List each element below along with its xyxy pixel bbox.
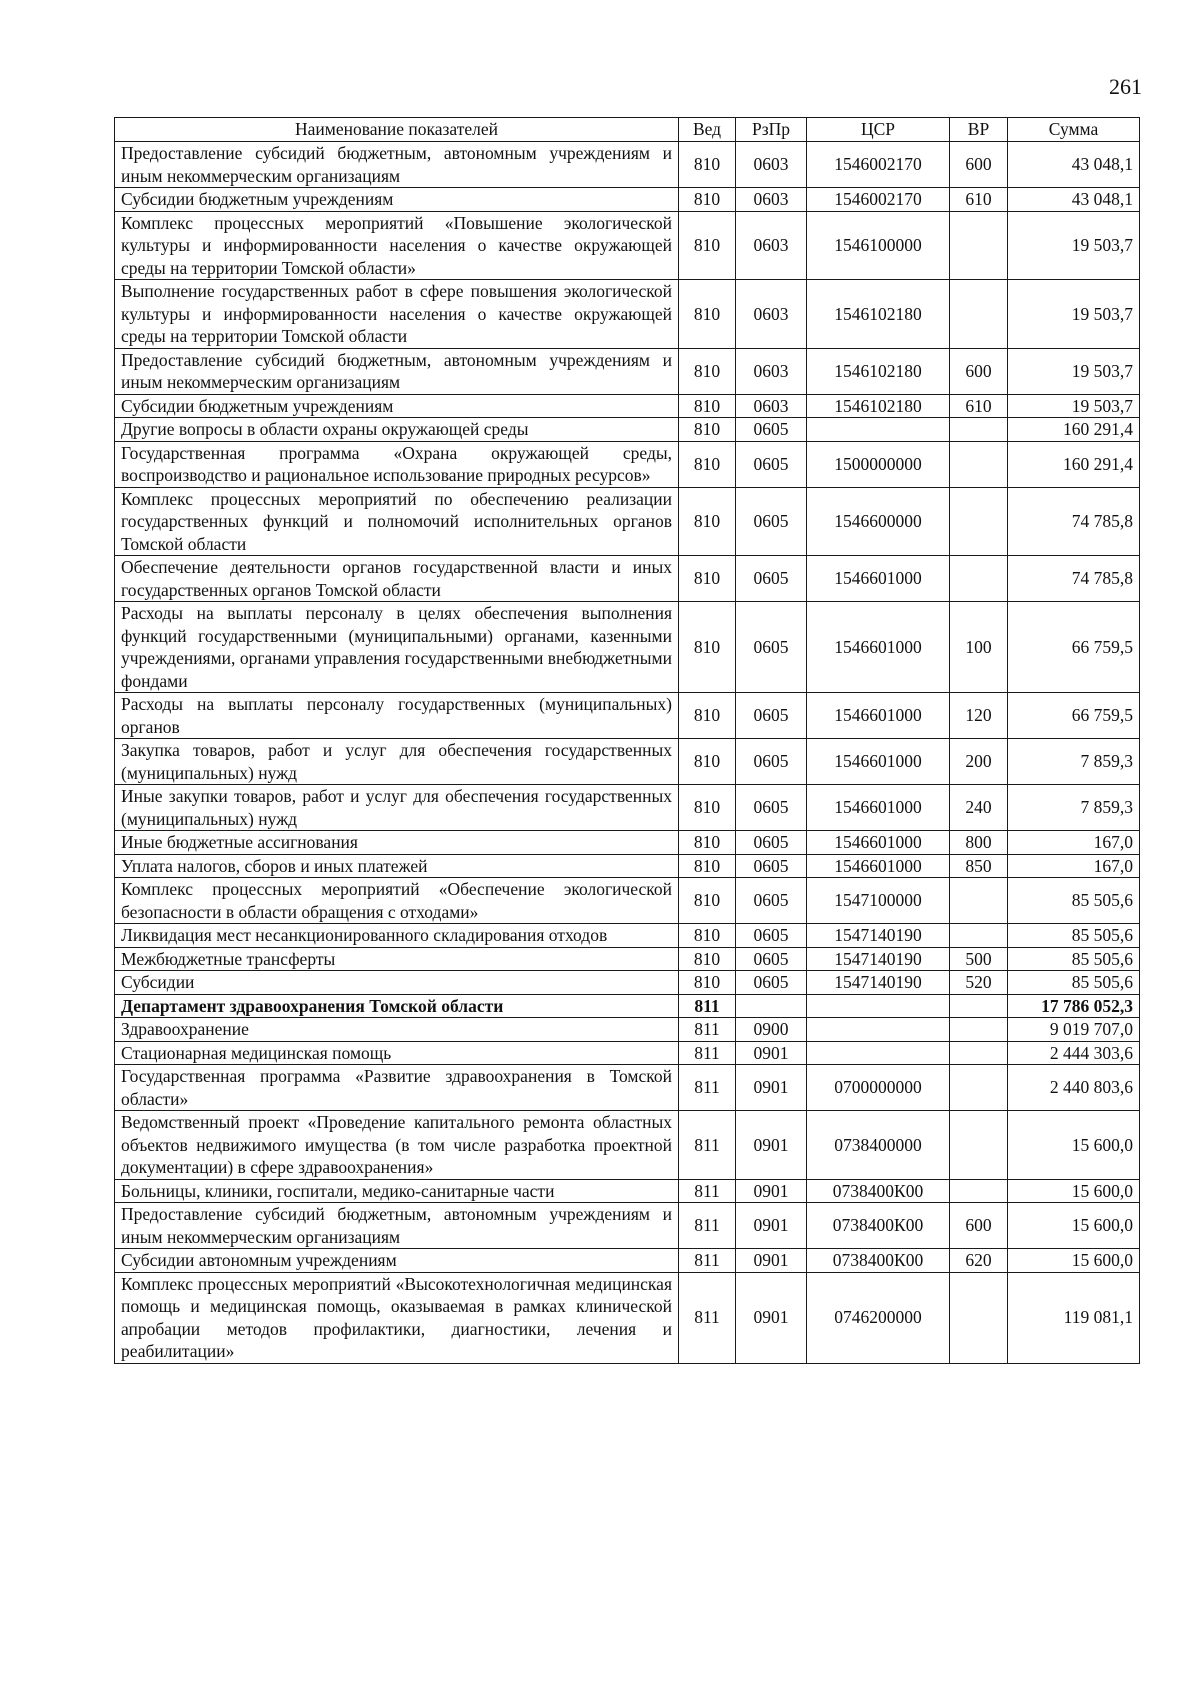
cell-name: Другие вопросы в области охраны окружающей среды [115, 418, 679, 442]
cell-csr: 1546601000 [807, 739, 950, 785]
cell-csr: 1546102180 [807, 394, 950, 418]
cell-sum: 85 505,6 [1008, 924, 1140, 948]
cell-sum: 15 600,0 [1008, 1249, 1140, 1273]
table-row [115, 188, 1140, 212]
cell-ved: 811 [679, 1249, 736, 1273]
cell-name: Субсидии бюджетным учреждениям [115, 188, 679, 212]
cell-name: Предоставление субсидий бюджетным, автономным учреждениям и иным некоммерческим организациям [115, 142, 679, 188]
table-row [115, 142, 1140, 188]
header-ved: Вед [679, 118, 736, 142]
cell-rzpr: 0901 [736, 1203, 807, 1249]
cell-ved: 810 [679, 739, 736, 785]
table-row [115, 739, 1140, 785]
cell-name: Иные закупки товаров, работ и услуг для обеспечения государственных (муниципальных) нужд [115, 785, 679, 831]
cell-rzpr: 0605 [736, 947, 807, 971]
cell-rzpr: 0603 [736, 280, 807, 349]
cell-sum: 17 786 052,3 [1008, 994, 1140, 1018]
cell-name: Межбюджетные трансферты [115, 947, 679, 971]
table-row [115, 785, 1140, 831]
cell-vr [950, 878, 1008, 924]
cell-csr: 0738400К00 [807, 1249, 950, 1273]
cell-name: Предоставление субсидий бюджетным, автономным учреждениям и иным некоммерческим организациям [115, 1203, 679, 1249]
cell-rzpr: 0605 [736, 854, 807, 878]
cell-csr: 1546601000 [807, 602, 950, 693]
cell-sum: 66 759,5 [1008, 693, 1140, 739]
cell-vr: 500 [950, 947, 1008, 971]
cell-csr: 1546002170 [807, 142, 950, 188]
cell-rzpr: 0605 [736, 693, 807, 739]
cell-rzpr: 0605 [736, 441, 807, 487]
cell-ved: 810 [679, 142, 736, 188]
cell-sum: 2 440 803,6 [1008, 1065, 1140, 1111]
cell-ved: 811 [679, 1111, 736, 1180]
cell-vr: 240 [950, 785, 1008, 831]
cell-sum: 74 785,8 [1008, 487, 1140, 556]
cell-sum: 19 503,7 [1008, 394, 1140, 418]
cell-sum: 2 444 303,6 [1008, 1041, 1140, 1065]
cell-vr: 100 [950, 602, 1008, 693]
cell-name: Обеспечение деятельности органов государственной власти и иных государственных органов Томской области [115, 556, 679, 602]
cell-sum: 43 048,1 [1008, 188, 1140, 212]
cell-name: Уплата налогов, сборов и иных платежей [115, 854, 679, 878]
cell-rzpr [736, 994, 807, 1018]
cell-vr: 600 [950, 348, 1008, 394]
cell-ved: 810 [679, 211, 736, 280]
cell-csr: 0738400000 [807, 1111, 950, 1180]
cell-vr: 620 [950, 1249, 1008, 1273]
cell-name: Здравоохранение [115, 1018, 679, 1042]
page-number: 261 [1109, 74, 1142, 99]
cell-ved: 810 [679, 556, 736, 602]
cell-sum: 43 048,1 [1008, 142, 1140, 188]
table-row [115, 878, 1140, 924]
cell-vr: 610 [950, 188, 1008, 212]
cell-vr [950, 924, 1008, 948]
cell-ved: 810 [679, 602, 736, 693]
cell-rzpr: 0605 [736, 924, 807, 948]
cell-csr: 1546102180 [807, 280, 950, 349]
table-row [115, 994, 1140, 1018]
cell-vr [950, 994, 1008, 1018]
cell-vr [950, 1272, 1008, 1363]
table-row [115, 1203, 1140, 1249]
cell-sum: 15 600,0 [1008, 1203, 1140, 1249]
cell-name: Закупка товаров, работ и услуг для обеспечения государственных (муниципальных) нужд [115, 739, 679, 785]
cell-sum: 85 505,6 [1008, 878, 1140, 924]
cell-csr: 1546100000 [807, 211, 950, 280]
cell-csr [807, 1041, 950, 1065]
cell-ved: 810 [679, 831, 736, 855]
cell-name: Субсидии автономным учреждениям [115, 1249, 679, 1273]
table-row [115, 1018, 1140, 1042]
cell-vr [950, 1065, 1008, 1111]
cell-vr: 610 [950, 394, 1008, 418]
cell-rzpr: 0901 [736, 1249, 807, 1273]
cell-rzpr: 0603 [736, 348, 807, 394]
cell-csr: 0738400К00 [807, 1179, 950, 1203]
cell-ved: 810 [679, 418, 736, 442]
cell-ved: 811 [679, 1203, 736, 1249]
cell-name: Иные бюджетные ассигнования [115, 831, 679, 855]
cell-rzpr: 0605 [736, 418, 807, 442]
cell-ved: 810 [679, 924, 736, 948]
cell-sum: 160 291,4 [1008, 418, 1140, 442]
cell-rzpr: 0901 [736, 1272, 807, 1363]
cell-vr: 600 [950, 1203, 1008, 1249]
cell-sum: 119 081,1 [1008, 1272, 1140, 1363]
cell-rzpr: 0605 [736, 487, 807, 556]
table-row [115, 441, 1140, 487]
cell-name: Комплекс процессных мероприятий «Обеспечение экологической безопасности в области обращения с отходами» [115, 878, 679, 924]
table-row [115, 556, 1140, 602]
cell-rzpr: 0901 [736, 1179, 807, 1203]
cell-rzpr: 0605 [736, 831, 807, 855]
header-vr: ВР [950, 118, 1008, 142]
cell-name: Стационарная медицинская помощь [115, 1041, 679, 1065]
cell-csr: 0746200000 [807, 1272, 950, 1363]
cell-vr: 800 [950, 831, 1008, 855]
cell-ved: 810 [679, 487, 736, 556]
cell-name: Расходы на выплаты персоналу государственных (муниципальных) органов [115, 693, 679, 739]
cell-csr: 1500000000 [807, 441, 950, 487]
table-row [115, 418, 1140, 442]
table-row [115, 947, 1140, 971]
header-sum: Сумма [1008, 118, 1140, 142]
table-row [115, 1179, 1140, 1203]
cell-csr: 1547140190 [807, 971, 950, 995]
cell-csr: 1546102180 [807, 348, 950, 394]
cell-sum: 7 859,3 [1008, 739, 1140, 785]
cell-vr [950, 1018, 1008, 1042]
cell-ved: 811 [679, 1272, 736, 1363]
cell-name: Предоставление субсидий бюджетным, автономным учреждениям и иным некоммерческим организациям [115, 348, 679, 394]
table-row [115, 348, 1140, 394]
cell-rzpr: 0603 [736, 211, 807, 280]
cell-csr: 1546601000 [807, 693, 950, 739]
cell-rzpr: 0605 [736, 556, 807, 602]
cell-name: Комплекс процессных мероприятий «Повышение экологической культуры и информированности населения о качестве окружающей среды на территории Томской области» [115, 211, 679, 280]
cell-rzpr: 0605 [736, 602, 807, 693]
cell-ved: 810 [679, 441, 736, 487]
cell-name: Выполнение государственных работ в сфере повышения экологической культуры и информированности населения о качестве окружающей среды на территории Томской области [115, 280, 679, 349]
cell-sum: 85 505,6 [1008, 971, 1140, 995]
cell-sum: 19 503,7 [1008, 280, 1140, 349]
cell-name: Ликвидация мест несанкционированного складирования отходов [115, 924, 679, 948]
cell-csr [807, 418, 950, 442]
cell-ved: 810 [679, 348, 736, 394]
table-row [115, 602, 1140, 693]
cell-vr [950, 211, 1008, 280]
cell-csr: 0700000000 [807, 1065, 950, 1111]
cell-vr [950, 441, 1008, 487]
cell-sum: 19 503,7 [1008, 211, 1140, 280]
cell-rzpr: 0900 [736, 1018, 807, 1042]
cell-ved: 811 [679, 1041, 736, 1065]
cell-csr [807, 1018, 950, 1042]
cell-vr: 120 [950, 693, 1008, 739]
cell-ved: 811 [679, 1179, 736, 1203]
table-row [115, 1249, 1140, 1273]
cell-name: Субсидии бюджетным учреждениям [115, 394, 679, 418]
cell-sum: 7 859,3 [1008, 785, 1140, 831]
cell-vr [950, 1041, 1008, 1065]
cell-rzpr: 0605 [736, 785, 807, 831]
cell-sum: 66 759,5 [1008, 602, 1140, 693]
cell-csr: 1546601000 [807, 556, 950, 602]
cell-sum: 15 600,0 [1008, 1179, 1140, 1203]
cell-rzpr: 0901 [736, 1111, 807, 1180]
cell-name: Расходы на выплаты персоналу в целях обеспечения выполнения функций государственными (муниципальными) органами, казенными учреждениями, органами управления государственными внебюджетными фондами [115, 602, 679, 693]
table-row [115, 831, 1140, 855]
table-row [115, 211, 1140, 280]
cell-ved: 811 [679, 1018, 736, 1042]
table-row [115, 1041, 1140, 1065]
cell-vr [950, 1179, 1008, 1203]
table-row [115, 693, 1140, 739]
table-row [115, 971, 1140, 995]
cell-ved: 810 [679, 394, 736, 418]
cell-csr: 0738400К00 [807, 1203, 950, 1249]
cell-vr: 200 [950, 739, 1008, 785]
cell-rzpr: 0901 [736, 1065, 807, 1111]
table-row [115, 924, 1140, 948]
cell-sum: 167,0 [1008, 854, 1140, 878]
header-csr: ЦСР [807, 118, 950, 142]
cell-rzpr: 0603 [736, 394, 807, 418]
cell-ved: 810 [679, 693, 736, 739]
cell-ved: 810 [679, 854, 736, 878]
cell-vr [950, 487, 1008, 556]
cell-csr: 1547140190 [807, 924, 950, 948]
table-header-row [115, 118, 1140, 142]
table-row [115, 1065, 1140, 1111]
cell-name: Субсидии [115, 971, 679, 995]
cell-vr [950, 1111, 1008, 1180]
cell-sum: 85 505,6 [1008, 947, 1140, 971]
cell-vr [950, 418, 1008, 442]
cell-name: Государственная программа «Охрана окружающей среды, воспроизводство и рациональное использование природных ресурсов» [115, 441, 679, 487]
table-row [115, 1111, 1140, 1180]
cell-sum: 9 019 707,0 [1008, 1018, 1140, 1042]
cell-name: Комплекс процессных мероприятий по обеспечению реализации государственных функций и полномочий исполнительных органов Томской области [115, 487, 679, 556]
cell-ved: 810 [679, 878, 736, 924]
cell-csr: 1546601000 [807, 831, 950, 855]
header-name: Наименование показателей [115, 118, 679, 142]
cell-ved: 810 [679, 188, 736, 212]
cell-ved: 810 [679, 785, 736, 831]
cell-csr: 1546601000 [807, 785, 950, 831]
cell-rzpr: 0603 [736, 142, 807, 188]
cell-rzpr: 0901 [736, 1041, 807, 1065]
cell-rzpr: 0603 [736, 188, 807, 212]
cell-name: Департамент здравоохранения Томской области [115, 994, 679, 1018]
cell-sum: 167,0 [1008, 831, 1140, 855]
cell-vr [950, 556, 1008, 602]
cell-name: Комплекс процессных мероприятий «Высокотехнологичная медицинская помощь и медицинская помощь, оказываемая в рамках клинической апробации методов профилактики, диагностики, лечения и реабилитации» [115, 1272, 679, 1363]
cell-name: Ведомственный проект «Проведение капитального ремонта областных объектов недвижимого имущества (в том числе разработка проектной документации) в сфере здравоохранения» [115, 1111, 679, 1180]
cell-vr: 520 [950, 971, 1008, 995]
cell-ved: 810 [679, 971, 736, 995]
table-row [115, 487, 1140, 556]
cell-rzpr: 0605 [736, 739, 807, 785]
cell-ved: 810 [679, 280, 736, 349]
cell-rzpr: 0605 [736, 878, 807, 924]
budget-table [114, 117, 1140, 1364]
cell-sum: 160 291,4 [1008, 441, 1140, 487]
table-row [115, 1272, 1140, 1363]
cell-vr: 600 [950, 142, 1008, 188]
cell-vr [950, 280, 1008, 349]
cell-csr [807, 994, 950, 1018]
cell-csr: 1546601000 [807, 854, 950, 878]
cell-name: Больницы, клиники, госпитали, медико-санитарные части [115, 1179, 679, 1203]
cell-ved: 810 [679, 947, 736, 971]
cell-sum: 74 785,8 [1008, 556, 1140, 602]
header-rzpr: РзПр [736, 118, 807, 142]
cell-name: Государственная программа «Развитие здравоохранения в Томской области» [115, 1065, 679, 1111]
cell-ved: 811 [679, 1065, 736, 1111]
cell-vr: 850 [950, 854, 1008, 878]
cell-sum: 19 503,7 [1008, 348, 1140, 394]
cell-sum: 15 600,0 [1008, 1111, 1140, 1180]
cell-ved: 811 [679, 994, 736, 1018]
cell-rzpr: 0605 [736, 971, 807, 995]
cell-csr: 1546002170 [807, 188, 950, 212]
table-row [115, 280, 1140, 349]
cell-csr: 1547100000 [807, 878, 950, 924]
table-row [115, 394, 1140, 418]
table-row [115, 854, 1140, 878]
cell-csr: 1547140190 [807, 947, 950, 971]
table-body [115, 142, 1140, 1364]
cell-csr: 1546600000 [807, 487, 950, 556]
